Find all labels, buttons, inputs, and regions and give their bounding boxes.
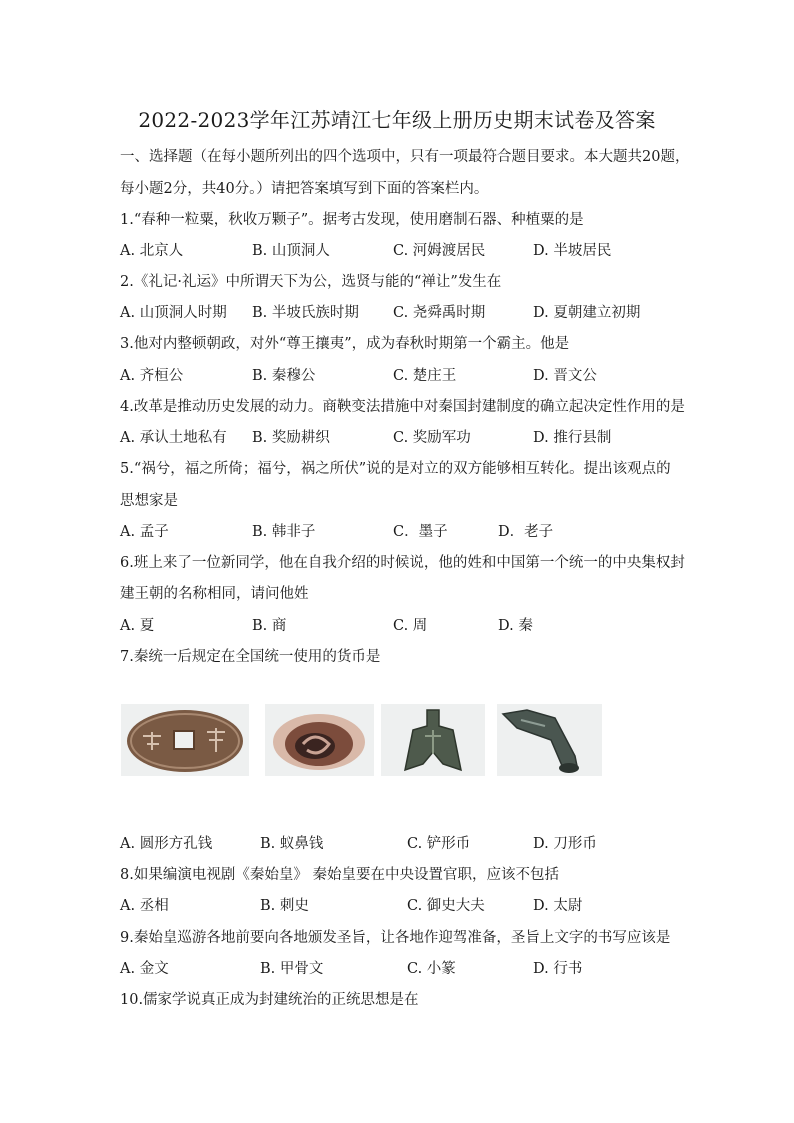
question-1-option-c: C. 河姆渡居民: [393, 243, 486, 259]
question-8-option-c: C. 御史大夫: [407, 898, 485, 914]
question-9-option-c: C. 小篆: [407, 961, 456, 977]
question-3-option-b: B. 秦穆公: [252, 368, 316, 384]
spade-coin-image: [381, 704, 485, 776]
question-2-stem: 2.《礼记·礼运》中所谓天下为公，选贤与能的“禅让”发生在: [120, 274, 502, 290]
question-9-option-a: A. 金文: [120, 961, 169, 977]
intro-line-2: 每小题2分，共40分。）请把答案填写到下面的答案栏内。: [120, 181, 489, 197]
question-4-stem: 4.改革是推动历史发展的动力。商鞅变法措施中对秦国封建制度的确立起决定性作用的是: [120, 399, 685, 415]
question-3-option-c: C. 楚庄王: [393, 368, 457, 384]
question-6-option-c: C. 周: [393, 618, 428, 634]
question-7-option-a: A. 圆形方孔钱: [120, 836, 213, 852]
question-1-stem: 1.“春种一粒粟，秋收万颗子”。据考古发现，使用磨制石器、种植粟的是: [120, 212, 584, 228]
question-5-stem-line-1: 5.“祸兮，福之所倚；福兮，祸之所伏”说的是对立的双方能够相互转化。提出该观点的: [120, 461, 671, 477]
round-square-hole-coin-image: [121, 704, 249, 776]
question-7-option-d: D. 刀形币: [533, 836, 597, 852]
question-7-option-c: C. 铲形币: [407, 836, 471, 852]
question-7-stem: 7.秦统一后规定在全国统一使用的货币是: [120, 649, 381, 665]
question-3-option-a: A. 齐桓公: [120, 368, 184, 384]
question-5-stem-line-2: 思想家是: [120, 493, 178, 509]
question-2-option-c: C. 尧舜禹时期: [393, 305, 486, 321]
question-6-stem-line-1: 6.班上来了一位新同学，他在自我介绍的时候说，他的姓和中国第一个统一的中央集权封: [120, 555, 685, 571]
question-5-option-b: B. 韩非子: [252, 524, 316, 540]
question-5-option-d: D．老子: [498, 524, 554, 540]
question-8-option-b: B. 刺史: [260, 898, 309, 914]
question-7-option-b: B. 蚁鼻钱: [260, 836, 324, 852]
question-6-option-a: A. 夏: [120, 618, 155, 634]
question-9-stem: 9.秦始皇巡游各地前要向各地颁发圣旨，让各地作迎驾准备，圣旨上文字的书写应该是: [120, 930, 671, 946]
intro-line-1: 一、选择题（在每小题所列出的四个选项中，只有一项最符合题目要求。本大题共20题，: [120, 149, 690, 165]
question-3-option-d: D. 晋文公: [533, 368, 597, 384]
question-4-option-b: B. 奖励耕织: [252, 430, 330, 446]
question-2-option-a: A. 山顶洞人时期: [120, 305, 227, 321]
question-9-option-b: B. 甲骨文: [260, 961, 324, 977]
question-1-option-a: A. 北京人: [120, 243, 184, 259]
question-5-option-a: A. 孟子: [120, 524, 169, 540]
question-2-option-d: D. 夏朝建立初期: [533, 305, 641, 321]
page-title: 2022-2023学年江苏靖江七年级上册历史期末试卷及答案: [138, 108, 656, 132]
knife-coin-image: [497, 704, 602, 776]
question-8-option-a: A. 丞相: [120, 898, 169, 914]
question-9-option-d: D. 行书: [533, 961, 583, 977]
question-4-option-a: A. 承认土地私有: [120, 430, 227, 446]
ant-nose-coin-image: [265, 704, 374, 776]
question-5-option-c: C．墨子: [393, 524, 448, 540]
question-3-stem: 3.他对内整顿朝政，对外“尊王攘夷”，成为春秋时期第一个霸主。他是: [120, 336, 570, 352]
question-4-option-d: D. 推行县制: [533, 430, 612, 446]
question-10-stem: 10.儒家学说真正成为封建统治的正统思想是在: [120, 992, 419, 1008]
question-4-option-c: C. 奖励军功: [393, 430, 471, 446]
question-8-stem: 8.如果编演电视剧《秦始皇》 秦始皇要在中央设置官职，应该不包括: [120, 867, 559, 883]
question-2-option-b: B. 半坡氏族时期: [252, 305, 359, 321]
question-1-option-b: B. 山顶洞人: [252, 243, 330, 259]
question-6-stem-line-2: 建王朝的名称相同，请问他姓: [120, 586, 309, 602]
question-1-option-d: D. 半坡居民: [533, 243, 612, 259]
question-6-option-b: B. 商: [252, 618, 287, 634]
question-8-option-d: D. 太尉: [533, 898, 583, 914]
question-6-option-d: D. 秦: [498, 618, 533, 634]
